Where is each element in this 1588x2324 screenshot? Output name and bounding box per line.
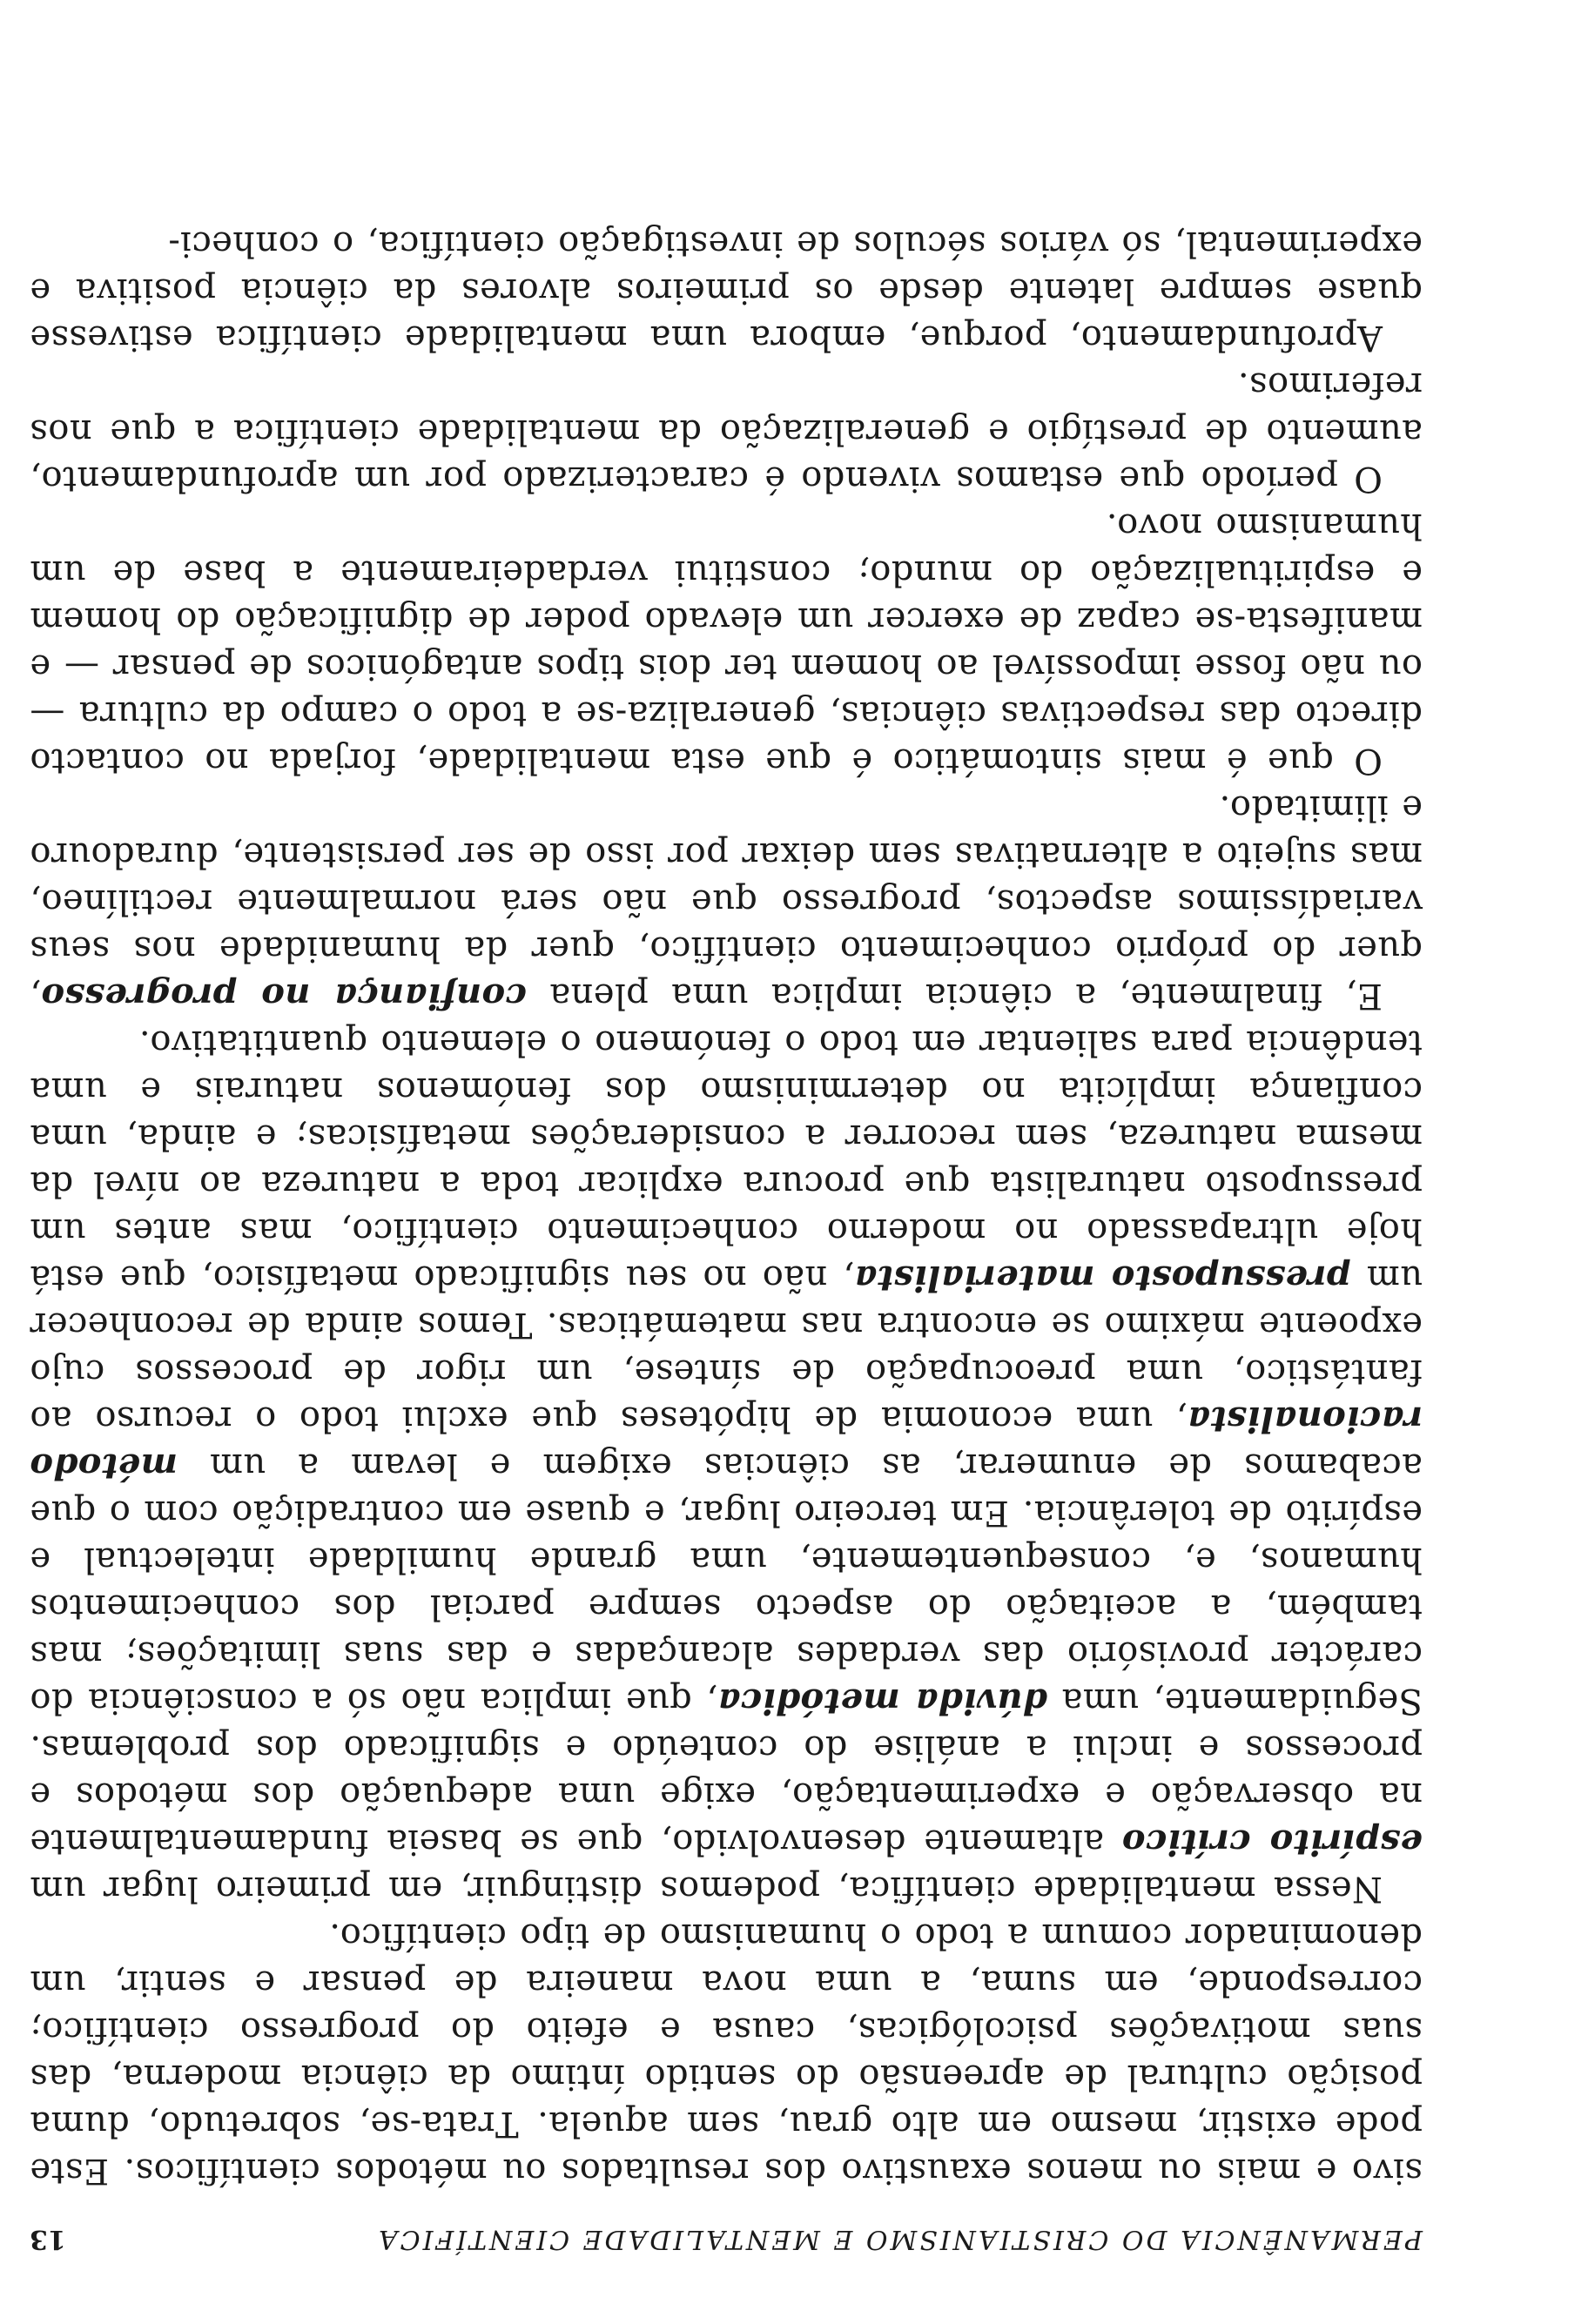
text-run: , não no seu significado metafísico, que está hoje ultrapassado no moderno conhecimento científico, mas antes um pressuposto naturalista que procura explicar toda a natureza ao nível da mesma natureza, sem recorrer a considerações metafísicas; e ainda, uma confiança implícita no determinismo dos fenómenos naturais e uma tendência para salientar em todo o fenómeno o elemento quantitativo. [29, 1023, 1423, 1298]
text-run: Aprofundamento, porque, embora uma mentalidade científica estivesse quase sempre latente desde os primeiros alvores da ciência positiva e experimental, só vários séculos de investigação científica, o conheci- [30, 224, 1423, 358]
text-run: O que é mais sintomático é que esta mentalidade, forjada no contacto directo das respectivas ciências, generaliza-se a todo o campo da cultura — ou não fosse impossível ao homem ter dois tipos antagónicos de pensar — e manifesta-se capaz de exercer um elevado poder de dignificação do homem e espiritualização do mundo; constitui verdadeiramente a base de um humanismo novo. [30, 506, 1423, 781]
body-text [30, 220, 1423, 2194]
page-number: 13 [30, 2224, 66, 2254]
text-run: , uma economia de hipóteses que exclui todo o recurso ao fantástico, uma preocupação de síntese, um rigor de processos cujo expoente máximo se encontra nas matemáticas. Temos ainda de reconhecer um [30, 1258, 1423, 1439]
text-run: sivo e mais ou menos exaustivo dos resultados ou métodos científicos. Este pode existir, mesmo em alto grau, sem aquela. Trata-se, sobretudo, duma posição cultural de apreensão do sentido íntimo da ciência moderna, das suas motivações psicológicas, causa e efeito do progresso científico; corresponde, em suma, a uma nova maneira de pensar e sentir, um denominador comum a todo o humanismo de tipo científico. [30, 1916, 1423, 2191]
emphasized-term: método racionalista [30, 1399, 1423, 1487]
page-content [30, 220, 1423, 2254]
running-title: PERMANÊNCIA DO CRISTIANISMO E MENTALIDADE CIENTÍFICA [375, 2224, 1423, 2254]
text-run: E, finalmente, a ciência implica uma plena [527, 976, 1383, 1016]
emphasized-term: pressuposto materialista [854, 1258, 1351, 1299]
emphasized-term: dúvida metódica [717, 1681, 1047, 1722]
paragraph [30, 502, 1423, 784]
running-header [30, 2224, 1423, 2254]
text-run: altamente desenvolvido, que se baseia fundamentalmente na observação e experimentação, exige uma adequação dos métodos e processos e inclui a análise do conteúdo e significado dos problemas. Seguidamente, uma [29, 1681, 1423, 1862]
text-run: , quer do próprio conhecimento científico, quer da humanidade nos seus variadíssimos aspectos, progresso que não será normalmente rectilíneo, mas sujeito a alternativas sem deixar por isso de ser persistente, duradouro e ilimitado. [30, 788, 1423, 1016]
paragraph [30, 1912, 1423, 2194]
paragraph [30, 361, 1423, 502]
text-run: Nessa mentalidade científica, podemos distinguir, em primeiro lugar um [30, 1869, 1383, 1909]
text-run: O período que estamos vivendo é caracterizado por um aprofundamento, aumento de prestígio e generalização da mentalidade científica a que nos referimos. [30, 365, 1423, 499]
paragraph [30, 1019, 1423, 1912]
emphasized-term: espírito crítico [1121, 1822, 1423, 1863]
paragraph [30, 220, 1423, 361]
emphasized-term: confiança no progresso [41, 976, 528, 1017]
text-run: , que implica não só a consciência do carácter provisório das verdades alcançadas e das suas limitações; mas também, a aceitação do aspecto sempre parcial dos conhecimentos humanos, e, consequentemente, uma grande humildade intelectual e espírito de tolerância. Em terceiro lugar, e quase em contradição com o que acabamos de enumerar, as ciências exigem e levam a um [30, 1446, 1423, 1721]
paragraph [30, 784, 1423, 1019]
